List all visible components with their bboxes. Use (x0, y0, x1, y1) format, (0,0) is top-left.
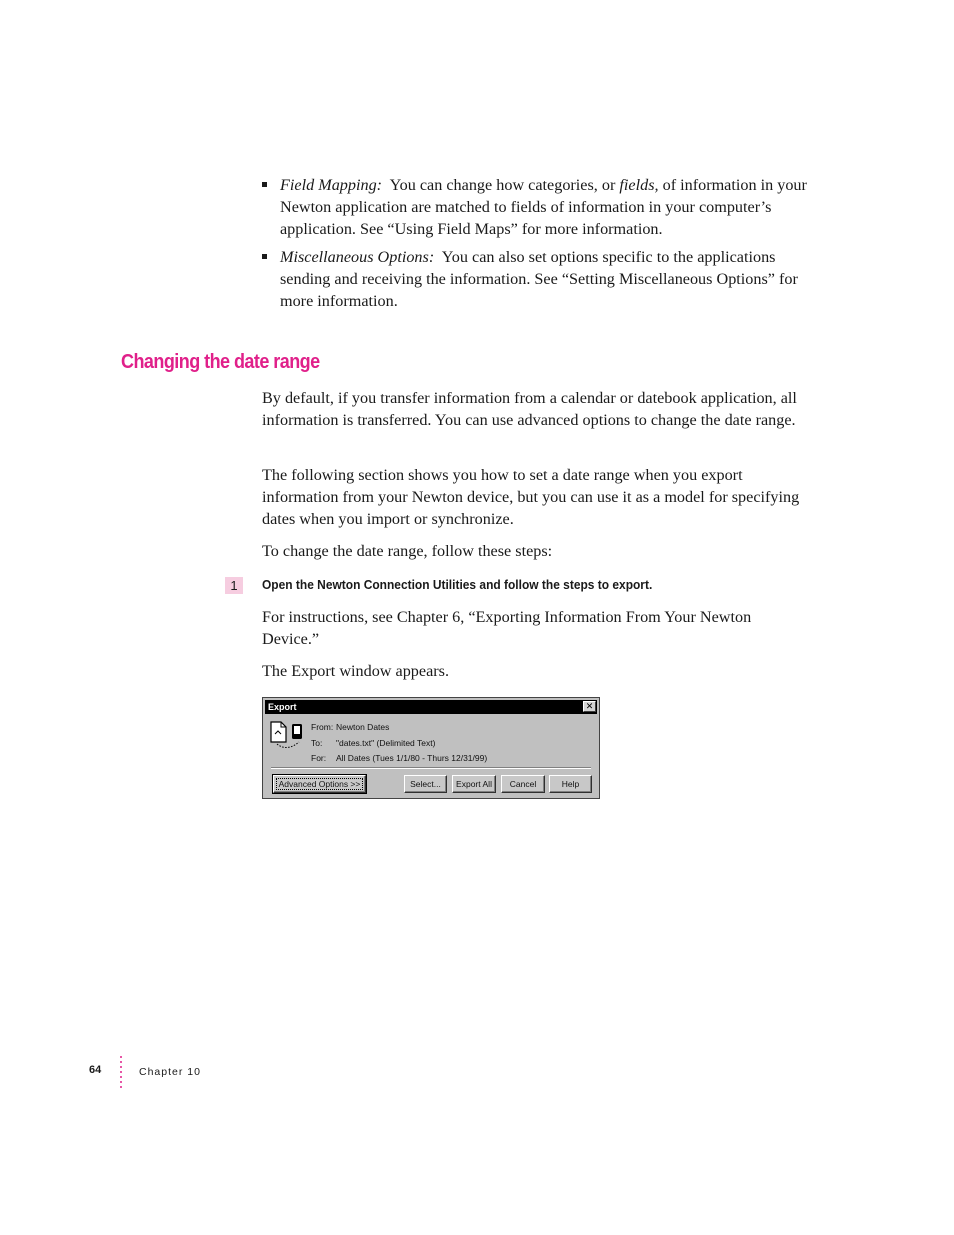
export-window (262, 697, 600, 799)
window-titlebar (265, 700, 597, 714)
bullet-emphasis: fields, (619, 176, 659, 194)
to-value: "dates.txt" (Delimited Text) (336, 738, 436, 748)
transfer-illustration (269, 720, 307, 754)
chapter-label: Chapter 10 (139, 1066, 201, 1078)
section-heading: Changing the date range (121, 351, 320, 373)
bullet-marker (262, 254, 267, 259)
select-button[interactable]: Select... (404, 775, 447, 793)
bullet-text: You can also set options specific to the applications sending and receiving the information. See “Setting Miscellaneous Options” for more information. (280, 248, 798, 310)
newton-device-icon (292, 724, 302, 739)
for-value: All Dates (Tues 1/1/80 - Thurs 12/31/99) (336, 753, 488, 763)
advanced-options-button[interactable] (273, 775, 366, 793)
footer-dot-rule (120, 1056, 123, 1091)
for-label: For: (311, 753, 327, 763)
close-icon: ✕ (585, 701, 594, 711)
paragraph-steps-intro: To change the date range, follow these steps: (262, 542, 553, 560)
bullet-term: Miscellaneous Options: (280, 248, 435, 266)
window-divider (271, 767, 591, 769)
bullet-term: Field Mapping: (280, 176, 383, 194)
transfer-arrow-icon (277, 742, 299, 748)
to-label: To: (311, 738, 323, 748)
advanced-options-label: Advanced Options >> (276, 778, 364, 790)
cancel-button[interactable]: Cancel (501, 775, 545, 793)
help-button[interactable]: Help (549, 775, 592, 793)
paragraph-default-transfer: By default, if you transfer information from a calendar or datebook application, all information is transferred. You can use advanced options to change the date range. (262, 389, 797, 429)
close-button[interactable] (583, 701, 596, 712)
bullet-text: You can change how categories, or (389, 176, 620, 194)
bullet-item-field-mapping (262, 174, 807, 240)
from-label: From: (311, 722, 334, 732)
paragraph-instructions: For instructions, see Chapter 6, “Exporting Information From Your Newton Device.” (262, 608, 752, 648)
from-value: Newton Dates (336, 722, 390, 732)
paragraph-window-appears: The Export window appears. (262, 662, 450, 680)
paragraph-following-section: The following section shows you how to set a date range when you export information from your Newton device, but you can use it as a model for specifying dates when you import or synchronize. (262, 466, 800, 528)
step-text: Open the Newton Connection Utilities and follow the steps to export. (262, 577, 653, 592)
step-number: 1 (225, 577, 243, 594)
document-icon (271, 722, 286, 742)
export-all-button[interactable]: Export All (452, 775, 496, 793)
bullet-list (262, 174, 807, 318)
bullet-marker (262, 182, 267, 187)
page-number: 64 (89, 1064, 102, 1076)
window-title: Export (268, 702, 297, 712)
bullet-text-after: of information in your Newton application are matched to fields of information in your computer’s application. See “Using Field Maps” for more information. (280, 176, 807, 238)
bullet-item-misc-options (262, 246, 807, 312)
